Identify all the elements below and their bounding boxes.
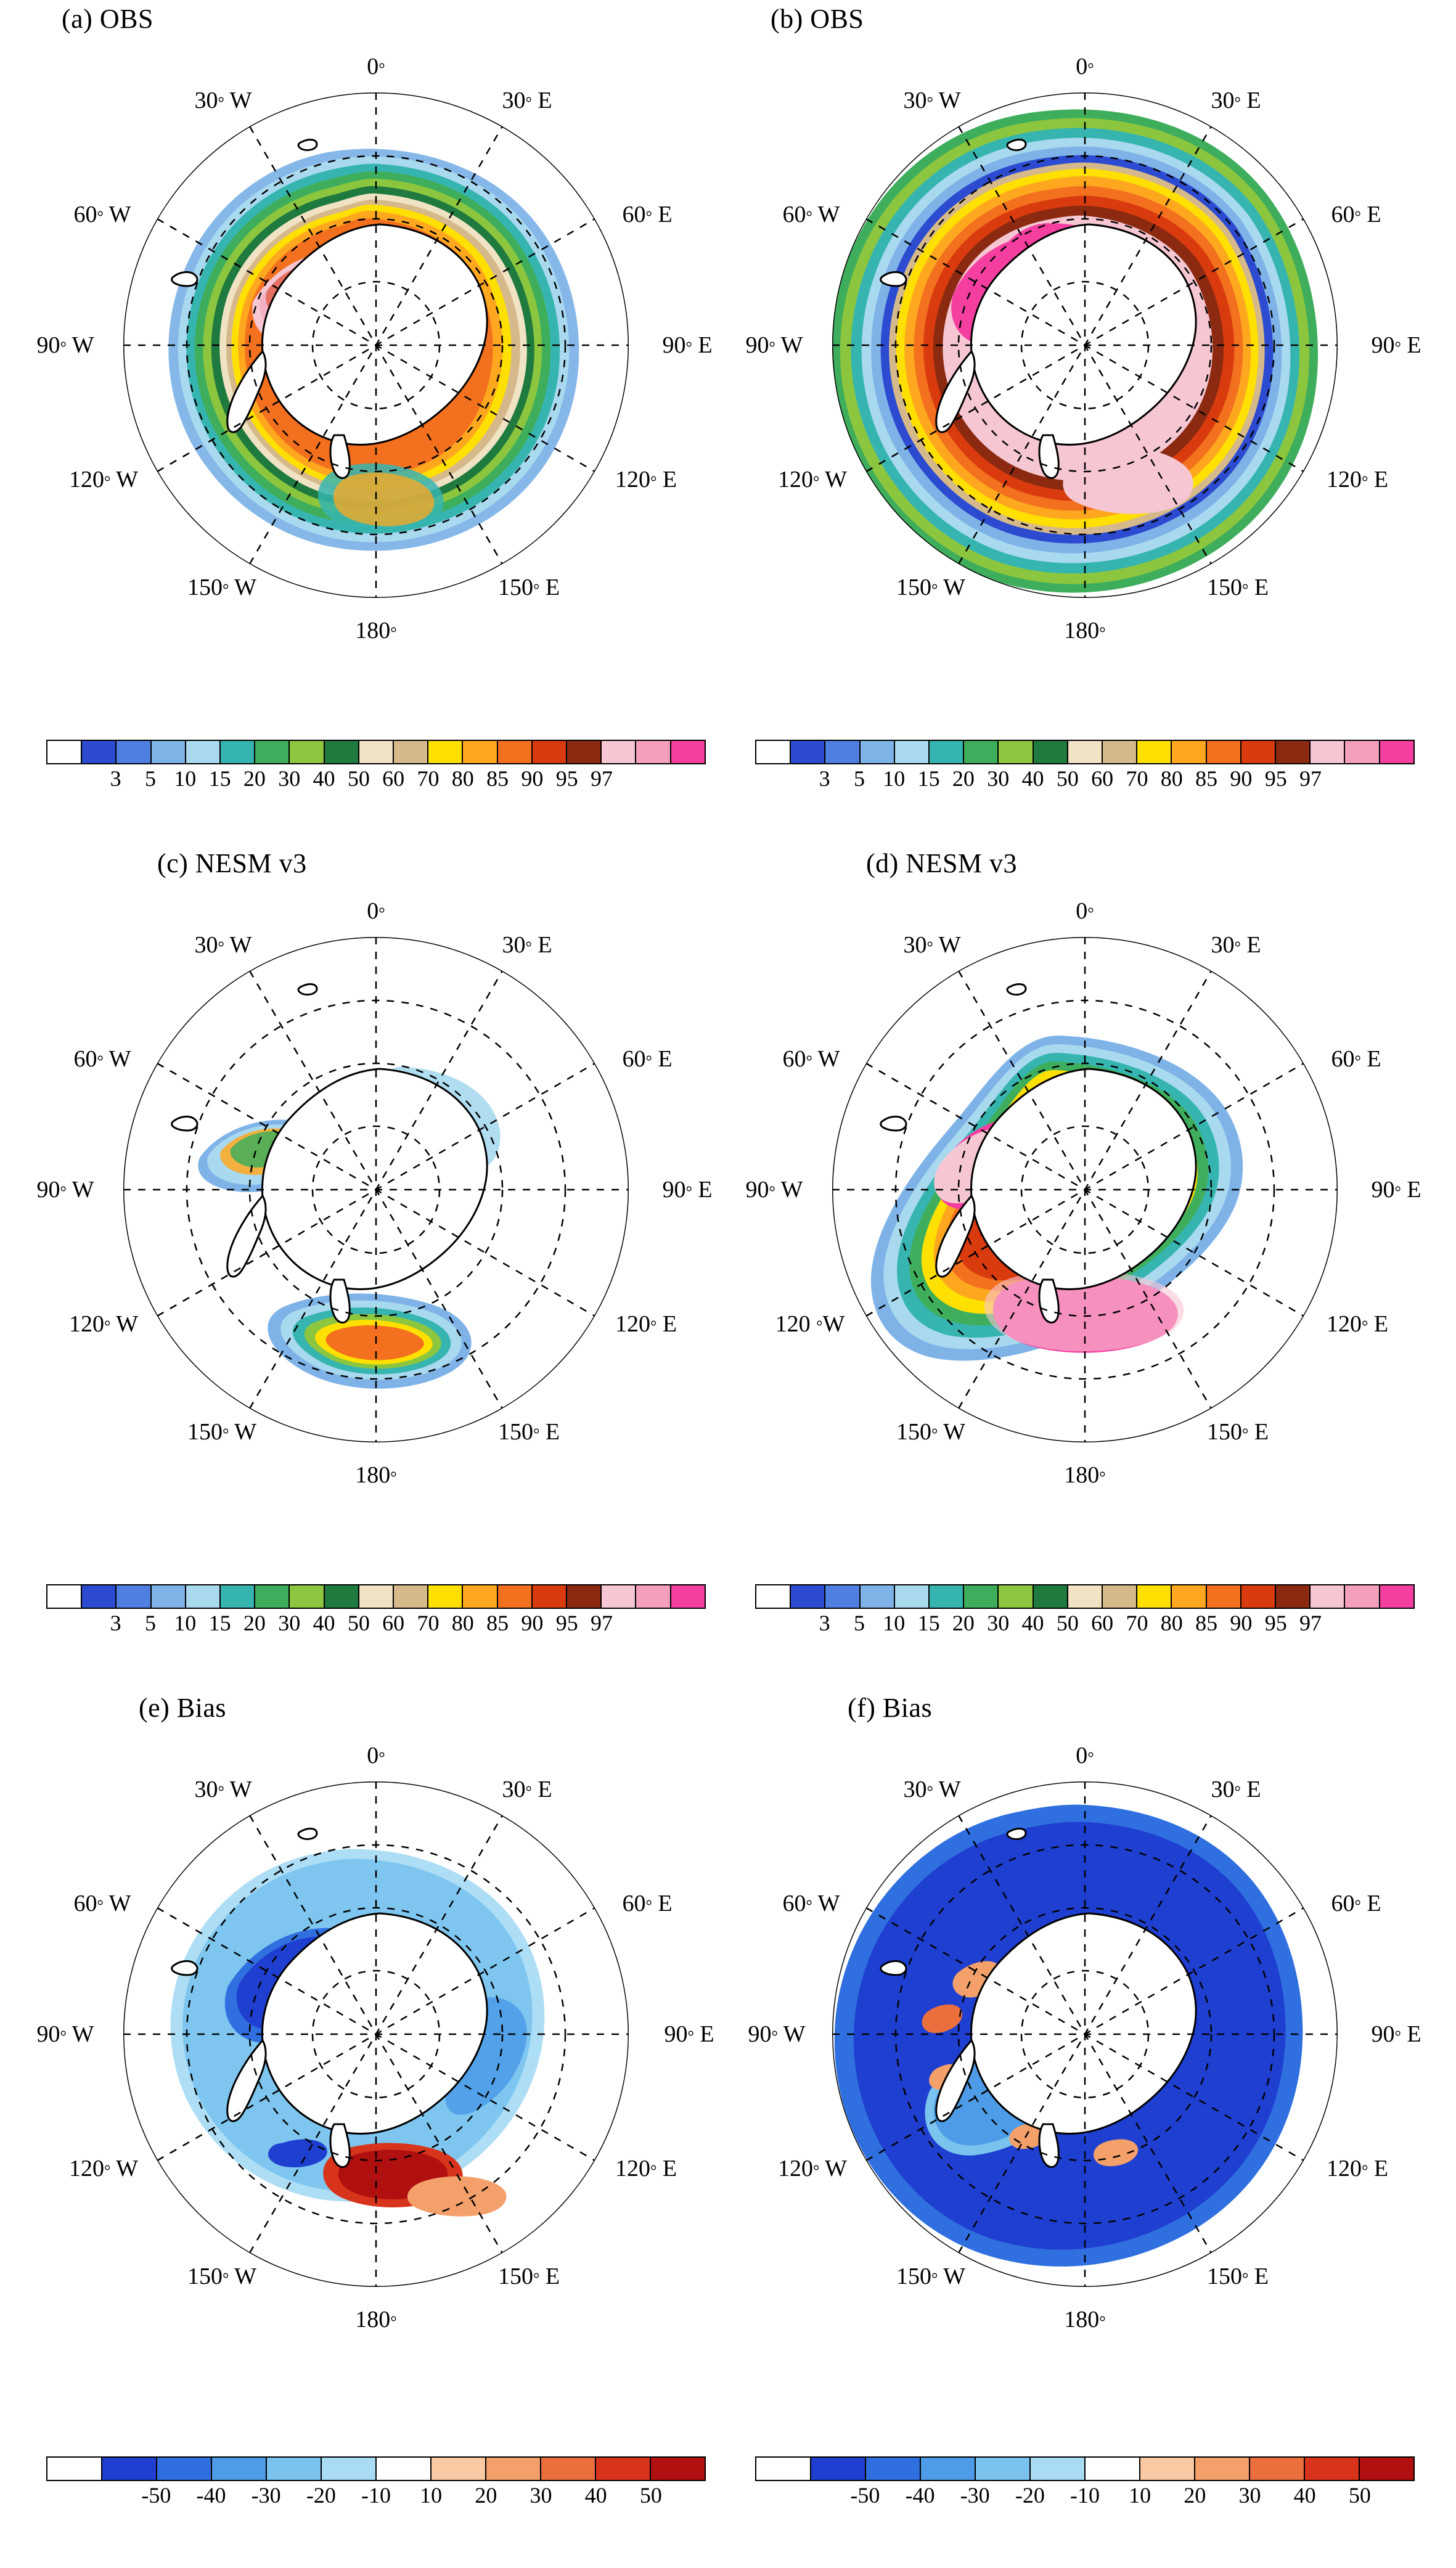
svg-text:150° E: 150° E: [497, 2263, 560, 2289]
svg-text:120° E: 120° E: [615, 2156, 677, 2182]
colorbar-swatch: [790, 1585, 824, 1608]
colorbar-swatch: [101, 2458, 156, 2480]
panel-a-title: (a) OBS: [62, 4, 153, 34]
colorbar-swatch: [358, 1585, 393, 1608]
colorbar-swatch: [1359, 2458, 1413, 2480]
colorbar-swatch: [393, 741, 427, 763]
lon-label-180: 180°: [355, 618, 397, 644]
colorbar-swatch: [462, 1585, 496, 1608]
colorbar-swatch: [150, 741, 185, 763]
colorbar-swatch: [790, 741, 824, 763]
colorbar-swatch: [650, 2458, 705, 2480]
colorbar-swatch: [1344, 741, 1378, 763]
colorbar-swatch: [1240, 1585, 1275, 1608]
colorbar-swatch: [266, 2458, 321, 2480]
colorbar-tick-label: -20: [306, 2483, 336, 2508]
colorbar-tick-label: 85: [486, 1611, 509, 1635]
colorbar-tick-label: 97: [591, 766, 613, 791]
colorbar-swatch: [462, 741, 496, 763]
svg-text:60° W: 60° W: [782, 1046, 840, 1072]
colorbar-tick-label: 3: [819, 1611, 830, 1635]
colorbar-swatch: [1102, 741, 1136, 763]
svg-text:90° W: 90° W: [745, 332, 803, 358]
colorbar-swatch: [219, 741, 254, 763]
colorbar-swatch: [254, 741, 288, 763]
map-d: [734, 881, 1436, 1516]
colorbar-swatch: [756, 1585, 790, 1608]
colorbar-tick-label: 15: [208, 766, 231, 791]
svg-text:30° W: 30° W: [903, 1777, 961, 1802]
colorbar-swatch: [963, 1585, 997, 1608]
map-c: [25, 881, 727, 1516]
colorbar-tick-label: 15: [917, 766, 940, 791]
colorbar-tick-label: 95: [1264, 1611, 1287, 1635]
svg-text:0°: 0°: [1076, 1743, 1094, 1769]
svg-text:180°: 180°: [1064, 1462, 1106, 1488]
colorbar-tick-label: 97: [1299, 766, 1322, 791]
colorbar-swatch: [531, 741, 566, 763]
colorbar-tick-label: 80: [1160, 766, 1183, 791]
colorbar-e: [46, 2456, 706, 2509]
svg-text:60° E: 60° E: [622, 1891, 673, 1916]
colorbar-swatch: [115, 741, 150, 763]
svg-text:150° W: 150° W: [187, 2263, 257, 2289]
colorbar-swatch: [47, 2458, 101, 2480]
colorbar-swatch: [894, 741, 928, 763]
colorbar-swatch: [1206, 741, 1240, 763]
colorbar-swatch: [1344, 1585, 1378, 1608]
colorbar-swatch: [1136, 741, 1171, 763]
colorbar-tick-label: 5: [853, 1611, 865, 1635]
panel-b-title: (b) OBS: [771, 4, 864, 34]
colorbar-swatch: [859, 741, 894, 763]
colorbar-swatch: [859, 1585, 894, 1608]
colorbar-swatch: [1139, 2458, 1194, 2480]
colorbar-tick-label: 30: [278, 766, 301, 791]
svg-text:150° E: 150° E: [1206, 2263, 1269, 2289]
svg-text:120° E: 120° E: [1326, 1311, 1389, 1337]
colorbar-swatch: [1194, 2458, 1249, 2480]
svg-text:120° W: 120° W: [777, 467, 848, 493]
panel-d-title: (d) NESM v3: [866, 848, 1018, 878]
colorbar-tick-label: 97: [591, 1611, 613, 1635]
colorbar-swatch: [288, 741, 323, 763]
colorbar-swatch: [600, 1585, 635, 1608]
colorbar-swatch: [1379, 1585, 1413, 1608]
colorbar-tick-label: 10: [174, 766, 197, 791]
colorbar-swatch: [358, 741, 393, 763]
colorbar-tick-label: 95: [1264, 766, 1287, 791]
svg-text:120° E: 120° E: [1326, 2156, 1389, 2182]
colorbar-tick-label: -40: [905, 2483, 935, 2508]
colorbar-d-labels: [755, 1609, 1415, 1637]
colorbar-tick-label: 80: [451, 766, 474, 791]
svg-text:150° W: 150° W: [896, 575, 966, 600]
lon-label-30w: 30° W: [194, 88, 252, 113]
colorbar-tick-label: 10: [1129, 2483, 1151, 2508]
colorbar-swatch: [47, 1585, 81, 1608]
lon-label-150w: 150° W: [187, 575, 257, 600]
colorbar-swatch: [1171, 1585, 1205, 1608]
colorbar-swatch: [1304, 2458, 1359, 2480]
colorbar-swatch: [427, 1585, 462, 1608]
svg-text:150° E: 150° E: [1206, 1419, 1269, 1445]
colorbar-swatch: [1379, 741, 1413, 763]
colorbar-swatch: [997, 741, 1032, 763]
colorbar-tick-label: 60: [382, 766, 405, 791]
colorbar-swatch: [600, 741, 635, 763]
svg-text:90° W: 90° W: [36, 2021, 94, 2047]
colorbar-tick-label: 40: [584, 2483, 607, 2508]
colorbar-tick-label: 10: [174, 1611, 197, 1635]
lon-label-90e: 90° E: [662, 332, 713, 358]
svg-text:0°: 0°: [367, 898, 385, 924]
map-a: [25, 37, 727, 672]
panel-b: [734, 0, 1436, 690]
colorbar-swatch: [595, 2458, 650, 2480]
colorbar-tick-label: 70: [1126, 1611, 1148, 1635]
map-e: [25, 1726, 727, 2361]
colorbar-swatch: [1206, 1585, 1240, 1608]
colorbar-tick-label: 70: [417, 766, 440, 791]
colorbar-tick-label: 40: [1021, 766, 1044, 791]
colorbar-c-labels: [46, 1609, 706, 1637]
svg-text:180°: 180°: [355, 2307, 397, 2333]
colorbar-swatch: [540, 2458, 595, 2480]
svg-text:90° W: 90° W: [748, 2021, 806, 2047]
lon-label-150e: 150° E: [497, 575, 560, 600]
colorbar-tick-label: 20: [1184, 2483, 1206, 2508]
svg-text:90° E: 90° E: [1371, 332, 1421, 358]
lon-label-30e: 30° E: [502, 88, 552, 113]
colorbar-tick-label: 70: [1126, 766, 1148, 791]
panel-d: [734, 844, 1436, 1535]
colorbar-tick-label: 90: [1230, 1611, 1253, 1635]
svg-text:180°: 180°: [1064, 618, 1106, 644]
svg-text:30° E: 30° E: [1211, 1777, 1261, 1802]
colorbar-tick-label: 97: [1299, 1611, 1322, 1635]
colorbar-swatch: [497, 1585, 531, 1608]
svg-text:30° W: 30° W: [194, 1777, 252, 1802]
colorbar-tick-label: -10: [1070, 2483, 1100, 2508]
panel-c: [25, 844, 727, 1535]
colorbar-tick-label: 20: [243, 766, 266, 791]
colorbar-swatch: [288, 1585, 323, 1608]
colorbar-swatch: [963, 741, 997, 763]
colorbar-tick-label: -50: [141, 2483, 171, 2508]
colorbar-tick-label: 85: [1195, 766, 1218, 791]
colorbar-tick-label: 10: [883, 766, 906, 791]
colorbar-tick-label: -30: [960, 2483, 990, 2508]
colorbar-tick-label: 80: [1160, 1611, 1183, 1635]
colorbar-swatch: [115, 1585, 150, 1608]
colorbar-swatch: [566, 741, 600, 763]
svg-text:120° W: 120° W: [68, 2156, 139, 2182]
colorbar-c-gradient: [46, 1584, 706, 1609]
colorbar-swatch: [670, 1585, 705, 1608]
colorbar-swatch: [185, 1585, 219, 1608]
svg-text:120° W: 120° W: [68, 1311, 139, 1337]
svg-text:150° W: 150° W: [896, 2263, 966, 2289]
svg-text:120° E: 120° E: [1326, 467, 1389, 493]
colorbar-a: [46, 740, 706, 793]
svg-text:120 °W: 120 °W: [775, 1311, 845, 1337]
svg-text:90° E: 90° E: [1371, 1177, 1421, 1203]
colorbar-tick-label: 5: [853, 766, 865, 791]
colorbar-tick-label: 50: [639, 2483, 662, 2508]
colorbar-tick-label: -50: [850, 2483, 880, 2508]
svg-text:60° W: 60° W: [73, 1046, 131, 1072]
lon-label-60e: 60° E: [622, 202, 673, 227]
lon-label-60w: 60° W: [73, 202, 131, 227]
svg-text:90° W: 90° W: [36, 1177, 94, 1203]
colorbar-tick-label: 30: [1238, 2483, 1261, 2508]
colorbar-swatch: [393, 1585, 427, 1608]
svg-text:60° E: 60° E: [1331, 202, 1381, 227]
colorbar-tick-label: -40: [196, 2483, 226, 2508]
colorbar-tick-label: 20: [475, 2483, 497, 2508]
lon-label-120w: 120° W: [68, 467, 139, 493]
colorbar-tick-label: 50: [1056, 766, 1079, 791]
lon-label-90w: 90° W: [36, 332, 94, 358]
colorbar-tick-label: 40: [1021, 1611, 1044, 1635]
colorbar-tick-label: 80: [451, 1611, 474, 1635]
colorbar-d-gradient: [755, 1584, 1415, 1609]
colorbar-tick-label: 90: [521, 766, 544, 791]
panel-c-title: (c) NESM v3: [157, 848, 307, 878]
colorbar-tick-label: 20: [243, 1611, 266, 1635]
colorbar-swatch: [635, 1585, 669, 1608]
colorbar-swatch: [430, 2458, 485, 2480]
colorbar-swatch: [865, 2458, 920, 2480]
colorbar-swatch: [756, 741, 790, 763]
colorbar-tick-label: 60: [382, 1611, 405, 1635]
colorbar-swatch: [566, 1585, 600, 1608]
colorbar-tick-label: -20: [1015, 2483, 1045, 2508]
colorbar-c: [46, 1584, 706, 1637]
colorbar-f-labels: [755, 2481, 1415, 2509]
colorbar-tick-label: 15: [208, 1611, 231, 1635]
colorbar-tick-label: 20: [952, 766, 975, 791]
colorbar-tick-label: -10: [361, 2483, 391, 2508]
colorbar-swatch: [185, 741, 219, 763]
colorbar-tick-label: 70: [417, 1611, 440, 1635]
svg-text:60° E: 60° E: [622, 1046, 673, 1072]
map-b: [734, 37, 1436, 672]
colorbar-tick-label: 60: [1091, 766, 1114, 791]
svg-text:150° E: 150° E: [497, 1419, 560, 1445]
colorbar-swatch: [920, 2458, 975, 2480]
colorbar-swatch: [928, 1585, 963, 1608]
colorbar-swatch: [321, 2458, 375, 2480]
colorbar-swatch: [1249, 2458, 1304, 2480]
colorbar-swatch: [1171, 741, 1205, 763]
svg-text:180°: 180°: [1064, 2307, 1106, 2333]
colorbar-tick-label: -30: [251, 2483, 281, 2508]
colorbar-f-gradient: [755, 2456, 1415, 2481]
svg-text:30° E: 30° E: [1211, 932, 1261, 958]
colorbar-tick-label: 30: [987, 766, 1010, 791]
colorbar-tick-label: 5: [144, 766, 156, 791]
colorbar-d: [755, 1584, 1415, 1637]
colorbar-tick-label: 3: [819, 766, 830, 791]
svg-text:90° E: 90° E: [1371, 2021, 1421, 2047]
colorbar-tick-label: 95: [555, 1611, 578, 1635]
svg-text:30° W: 30° W: [903, 88, 961, 113]
colorbar-swatch: [219, 1585, 254, 1608]
colorbar-swatch: [375, 2458, 430, 2480]
colorbar-swatch: [324, 1585, 358, 1608]
colorbar-swatch: [1136, 1585, 1171, 1608]
colorbar-swatch: [1067, 741, 1102, 763]
colorbar-swatch: [1029, 2458, 1084, 2480]
colorbar-a-labels: [46, 764, 706, 793]
colorbar-tick-label: 30: [530, 2483, 552, 2508]
lon-label-120e: 120° E: [615, 467, 677, 493]
colorbar-swatch: [1275, 741, 1309, 763]
colorbar-swatch: [894, 1585, 928, 1608]
panel-a: [25, 0, 727, 690]
colorbar-swatch: [824, 1585, 859, 1608]
svg-text:60° E: 60° E: [1331, 1891, 1381, 1916]
colorbar-swatch: [1084, 2458, 1139, 2480]
colorbar-swatch: [810, 2458, 865, 2480]
svg-text:60° W: 60° W: [73, 1891, 131, 1916]
svg-text:120° E: 120° E: [615, 1311, 677, 1337]
colorbar-swatch: [824, 741, 859, 763]
colorbar-tick-label: 15: [917, 1611, 940, 1635]
colorbar-tick-label: 5: [144, 1611, 156, 1635]
colorbar-e-labels: [46, 2481, 706, 2509]
panel-e-title: (e) Bias: [139, 1693, 227, 1723]
svg-text:0°: 0°: [1076, 898, 1094, 924]
colorbar-b: [755, 740, 1415, 793]
svg-text:0°: 0°: [1076, 54, 1094, 80]
colorbar-tick-label: 50: [347, 1611, 370, 1635]
colorbar-tick-label: 60: [1091, 1611, 1114, 1635]
colorbar-tick-label: 90: [1230, 766, 1253, 791]
colorbar-b-gradient: [755, 740, 1415, 764]
colorbar-tick-label: 85: [486, 766, 509, 791]
colorbar-swatch: [81, 1585, 115, 1608]
svg-text:120° W: 120° W: [777, 2156, 848, 2182]
svg-text:60° W: 60° W: [782, 1891, 840, 1916]
colorbar-tick-label: 50: [347, 766, 370, 791]
map-f: [734, 1726, 1436, 2361]
colorbar-swatch: [756, 2458, 810, 2480]
colorbar-swatch: [1309, 741, 1344, 763]
colorbar-tick-label: 50: [1056, 1611, 1079, 1635]
colorbar-tick-label: 95: [555, 766, 578, 791]
svg-text:180°: 180°: [355, 1462, 397, 1488]
svg-text:0°: 0°: [367, 1743, 385, 1769]
colorbar-tick-label: 30: [987, 1611, 1010, 1635]
colorbar-swatch: [81, 741, 115, 763]
colorbar-swatch: [485, 2458, 540, 2480]
colorbar-swatch: [156, 2458, 211, 2480]
colorbar-swatch: [150, 1585, 185, 1608]
colorbar-swatch: [975, 2458, 1029, 2480]
colorbar-swatch: [1240, 741, 1275, 763]
colorbar-tick-label: 20: [952, 1611, 975, 1635]
colorbar-swatch: [1309, 1585, 1344, 1608]
colorbar-b-labels: [755, 764, 1415, 793]
colorbar-tick-label: 3: [110, 766, 121, 791]
svg-text:90° E: 90° E: [662, 1177, 713, 1203]
colorbar-swatch: [254, 1585, 288, 1608]
colorbar-tick-label: 3: [110, 1611, 121, 1635]
colorbar-f: [755, 2456, 1415, 2509]
colorbar-tick-label: 40: [313, 766, 335, 791]
colorbar-swatch: [1067, 1585, 1102, 1608]
svg-text:150° E: 150° E: [1206, 575, 1269, 600]
colorbar-swatch: [1275, 1585, 1309, 1608]
panel-f: [734, 1689, 1436, 2379]
lon-label-0: 0°: [367, 54, 385, 80]
svg-text:30° W: 30° W: [194, 932, 252, 958]
colorbar-swatch: [1033, 1585, 1067, 1608]
svg-text:150° W: 150° W: [187, 1419, 257, 1445]
colorbar-e-gradient: [46, 2456, 706, 2481]
colorbar-tick-label: 40: [313, 1611, 335, 1635]
colorbar-swatch: [47, 741, 81, 763]
colorbar-swatch: [211, 2458, 266, 2480]
colorbar-swatch: [997, 1585, 1032, 1608]
colorbar-tick-label: 50: [1348, 2483, 1371, 2508]
colorbar-tick-label: 40: [1293, 2483, 1316, 2508]
colorbar-tick-label: 10: [420, 2483, 443, 2508]
colorbar-swatch: [670, 741, 705, 763]
colorbar-swatch: [928, 741, 963, 763]
colorbar-swatch: [497, 741, 531, 763]
colorbar-swatch: [531, 1585, 566, 1608]
panel-f-title: (f) Bias: [848, 1693, 933, 1723]
svg-text:30° E: 30° E: [1211, 88, 1261, 113]
svg-text:60° E: 60° E: [1331, 1046, 1381, 1072]
colorbar-tick-label: 10: [883, 1611, 906, 1635]
colorbar-a-gradient: [46, 740, 706, 764]
colorbar-swatch: [1033, 741, 1067, 763]
svg-text:30° E: 30° E: [502, 1777, 552, 1802]
svg-text:30° W: 30° W: [903, 932, 961, 958]
colorbar-tick-label: 85: [1195, 1611, 1218, 1635]
colorbar-tick-label: 30: [278, 1611, 301, 1635]
svg-text:30° E: 30° E: [502, 932, 552, 958]
svg-text:90° W: 90° W: [745, 1177, 803, 1203]
colorbar-swatch: [635, 741, 669, 763]
colorbar-tick-label: 90: [521, 1611, 544, 1635]
colorbar-swatch: [324, 741, 358, 763]
svg-text:150° W: 150° W: [896, 1419, 966, 1445]
colorbar-swatch: [427, 741, 462, 763]
panel-e: [25, 1689, 727, 2379]
colorbar-swatch: [1102, 1585, 1136, 1608]
svg-text:60° W: 60° W: [782, 202, 840, 227]
svg-text:90° E: 90° E: [664, 2021, 714, 2047]
